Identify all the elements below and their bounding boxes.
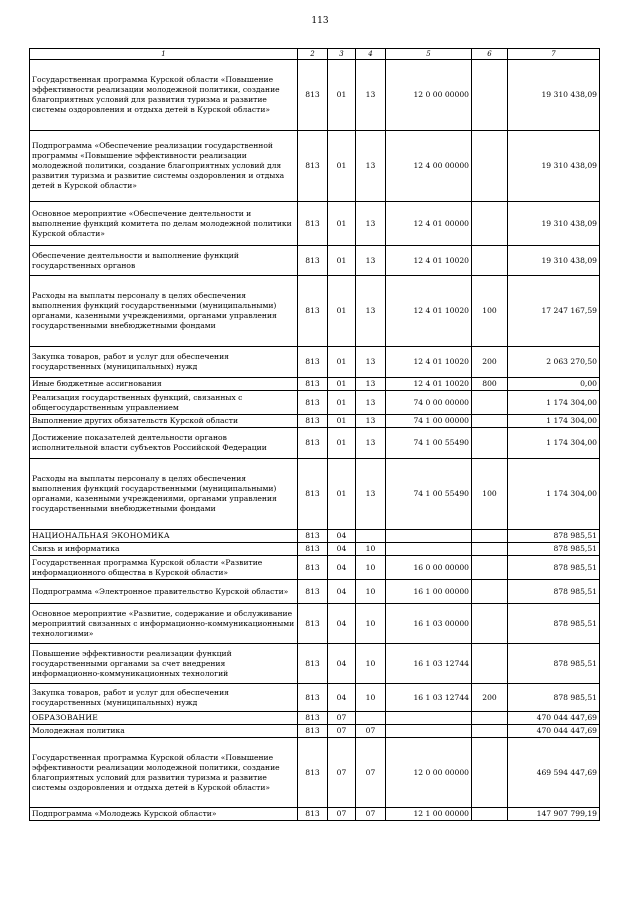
code-subsection-cell: 07: [356, 738, 386, 808]
code-ministry-cell: 813: [298, 644, 328, 684]
amount-cell: 2 063 270,50: [508, 347, 600, 378]
code-subsection-cell: 10: [356, 684, 386, 712]
row-name-cell: Достижение показателей деятельности органов исполнительной власти субъектов Российской Федерации: [30, 428, 298, 459]
code-ministry-cell: 813: [298, 415, 328, 428]
row-name-cell: Реализация государственных функций, связанных с общегосударственным управлением: [30, 391, 298, 415]
code-target-article-cell: 16 1 03 00000: [386, 604, 472, 644]
amount-cell: 1 174 304,00: [508, 459, 600, 530]
code-section-cell: 01: [328, 391, 356, 415]
table-row: [30, 725, 600, 738]
code-subsection-cell: 13: [356, 459, 386, 530]
code-target-article-cell: 16 1 03 12744: [386, 684, 472, 712]
code-ministry-cell: 813: [298, 378, 328, 391]
code-expense-type-cell: [472, 530, 508, 543]
code-subsection-cell: 13: [356, 276, 386, 347]
table-row: [30, 712, 600, 725]
amount-cell: 878 985,51: [508, 644, 600, 684]
code-section-cell: 01: [328, 378, 356, 391]
code-section-cell: 07: [328, 738, 356, 808]
code-target-article-cell: 12 0 00 00000: [386, 738, 472, 808]
table-row: [30, 131, 600, 202]
amount-cell: 19 310 438,09: [508, 202, 600, 246]
code-subsection-cell: 07: [356, 808, 386, 821]
code-section-cell: 07: [328, 808, 356, 821]
code-target-article-cell: 16 1 00 00000: [386, 580, 472, 604]
row-name-cell: Подпрограмма «Электронное правительство Курской области»: [30, 580, 298, 604]
row-name-cell: Закупка товаров, работ и услуг для обеспечения государственных (муниципальных) нужд: [30, 347, 298, 378]
code-expense-type-cell: [472, 391, 508, 415]
code-section-cell: 04: [328, 580, 356, 604]
row-name-cell: Иные бюджетные ассигнования: [30, 378, 298, 391]
code-ministry-cell: 813: [298, 712, 328, 725]
code-expense-type-cell: [472, 556, 508, 580]
code-subsection-cell: 10: [356, 543, 386, 556]
code-subsection-cell: 13: [356, 246, 386, 276]
code-expense-type-cell: [472, 428, 508, 459]
code-target-article-cell: 74 1 00 55490: [386, 459, 472, 530]
table-row: [30, 459, 600, 530]
code-ministry-cell: 813: [298, 738, 328, 808]
row-name-cell: НАЦИОНАЛЬНАЯ ЭКОНОМИКА: [30, 530, 298, 543]
code-target-article-cell: 12 4 01 10020: [386, 246, 472, 276]
column-header: 1: [30, 49, 298, 60]
amount-cell: 878 985,51: [508, 684, 600, 712]
code-target-article-cell: 74 1 00 55490: [386, 428, 472, 459]
amount-cell: 470 044 447,69: [508, 725, 600, 738]
code-target-article-cell: 12 4 01 10020: [386, 347, 472, 378]
code-subsection-cell: 13: [356, 131, 386, 202]
table-row: [30, 347, 600, 378]
code-subsection-cell: 10: [356, 644, 386, 684]
code-section-cell: 07: [328, 712, 356, 725]
code-expense-type-cell: 200: [472, 347, 508, 378]
code-expense-type-cell: [472, 60, 508, 131]
table-row: [30, 428, 600, 459]
code-subsection-cell: 10: [356, 604, 386, 644]
table-row: [30, 530, 600, 543]
table-row: [30, 202, 600, 246]
column-header: 6: [472, 49, 508, 60]
code-section-cell: 01: [328, 276, 356, 347]
code-target-article-cell: 74 1 00 00000: [386, 415, 472, 428]
code-subsection-cell: 13: [356, 202, 386, 246]
row-name-cell: Основное мероприятие «Обеспечение деятельности и выполнение функций комитета по делам молодежной политики Курской области»: [30, 202, 298, 246]
table-row: [30, 684, 600, 712]
code-ministry-cell: 813: [298, 276, 328, 347]
table-row: [30, 246, 600, 276]
code-subsection-cell: [356, 712, 386, 725]
code-subsection-cell: 13: [356, 415, 386, 428]
code-section-cell: 04: [328, 543, 356, 556]
code-ministry-cell: 813: [298, 202, 328, 246]
code-section-cell: 01: [328, 60, 356, 131]
code-expense-type-cell: [472, 415, 508, 428]
code-subsection-cell: 13: [356, 391, 386, 415]
amount-cell: 0,00: [508, 378, 600, 391]
amount-cell: 19 310 438,09: [508, 60, 600, 131]
row-name-cell: Подпрограмма «Молодежь Курской области»: [30, 808, 298, 821]
code-target-article-cell: 12 4 00 00000: [386, 131, 472, 202]
row-name-cell: Выполнение других обязательств Курской области: [30, 415, 298, 428]
column-header: 5: [386, 49, 472, 60]
table-row: [30, 378, 600, 391]
code-ministry-cell: 813: [298, 246, 328, 276]
code-subsection-cell: 13: [356, 428, 386, 459]
code-expense-type-cell: [472, 131, 508, 202]
column-header: 2: [298, 49, 328, 60]
table-row: [30, 604, 600, 644]
code-expense-type-cell: 100: [472, 459, 508, 530]
code-expense-type-cell: [472, 543, 508, 556]
amount-cell: 878 985,51: [508, 530, 600, 543]
code-ministry-cell: 813: [298, 428, 328, 459]
amount-cell: 1 174 304,00: [508, 415, 600, 428]
code-expense-type-cell: 800: [472, 378, 508, 391]
row-name-cell: Государственная программа Курской области «Повышение эффективности реализации молодежной политики, создание благоприятных условий для развития туризма и развитие системы оздоровления и отдыха детей в Курской области»: [30, 60, 298, 131]
amount-cell: 878 985,51: [508, 580, 600, 604]
column-header: 3: [328, 49, 356, 60]
amount-cell: 878 985,51: [508, 556, 600, 580]
code-ministry-cell: 813: [298, 543, 328, 556]
code-target-article-cell: [386, 543, 472, 556]
code-section-cell: 07: [328, 725, 356, 738]
code-section-cell: 01: [328, 131, 356, 202]
amount-cell: 469 594 447,69: [508, 738, 600, 808]
code-target-article-cell: 12 4 01 10020: [386, 378, 472, 391]
code-section-cell: 04: [328, 556, 356, 580]
code-expense-type-cell: [472, 604, 508, 644]
table-row: [30, 808, 600, 821]
code-target-article-cell: 16 1 03 12744: [386, 644, 472, 684]
amount-cell: 878 985,51: [508, 604, 600, 644]
code-expense-type-cell: [472, 202, 508, 246]
table-row: [30, 580, 600, 604]
row-name-cell: Основное мероприятие «Развитие, содержание и обслуживание мероприятий связанных с информационно-коммуникационными технологиями»: [30, 604, 298, 644]
code-section-cell: 04: [328, 644, 356, 684]
code-subsection-cell: 13: [356, 60, 386, 131]
code-target-article-cell: 16 0 00 00000: [386, 556, 472, 580]
code-section-cell: 01: [328, 246, 356, 276]
code-subsection-cell: 13: [356, 378, 386, 391]
code-ministry-cell: 813: [298, 808, 328, 821]
code-ministry-cell: 813: [298, 391, 328, 415]
row-name-cell: Молодежная политика: [30, 725, 298, 738]
code-expense-type-cell: [472, 808, 508, 821]
code-target-article-cell: 12 1 00 00000: [386, 808, 472, 821]
table-row: [30, 556, 600, 580]
code-subsection-cell: 10: [356, 580, 386, 604]
code-subsection-cell: 07: [356, 725, 386, 738]
amount-cell: 470 044 447,69: [508, 712, 600, 725]
code-expense-type-cell: 200: [472, 684, 508, 712]
row-name-cell: Обеспечение деятельности и выполнение функций государственных органов: [30, 246, 298, 276]
code-section-cell: 01: [328, 459, 356, 530]
code-ministry-cell: 813: [298, 347, 328, 378]
code-section-cell: 01: [328, 415, 356, 428]
row-name-cell: Расходы на выплаты персоналу в целях обеспечения выполнения функций государственными (муниципальными) органами, казенными учреждениями, органами управления государственными внебюджетными фондами: [30, 276, 298, 347]
code-section-cell: 04: [328, 684, 356, 712]
code-subsection-cell: 13: [356, 347, 386, 378]
row-name-cell: Подпрограмма «Обеспечение реализации государственной программы «Повышение эффективности реализации молодежной политики, создание благоприятных условий для развития туризма и развитие системы оздоровления и отдыха детей в Курской области»: [30, 131, 298, 202]
amount-cell: 147 907 799,19: [508, 808, 600, 821]
amount-cell: 1 174 304,00: [508, 391, 600, 415]
code-ministry-cell: 813: [298, 530, 328, 543]
amount-cell: 19 310 438,09: [508, 131, 600, 202]
code-ministry-cell: 813: [298, 60, 328, 131]
budget-table: [29, 48, 600, 821]
code-expense-type-cell: [472, 246, 508, 276]
table-row: [30, 738, 600, 808]
code-section-cell: 01: [328, 428, 356, 459]
table-row: [30, 415, 600, 428]
code-expense-type-cell: [472, 725, 508, 738]
code-section-cell: 01: [328, 202, 356, 246]
amount-cell: 17 247 167,59: [508, 276, 600, 347]
code-expense-type-cell: [472, 712, 508, 725]
row-name-cell: Государственная программа Курской области «Развитие информационного общества в Курской области»: [30, 556, 298, 580]
code-ministry-cell: 813: [298, 556, 328, 580]
row-name-cell: Расходы на выплаты персоналу в целях обеспечения выполнения функций государственными (муниципальными) органами, казенными учреждениями, органами управления государственными внебюджетными фондами: [30, 459, 298, 530]
table-row: [30, 644, 600, 684]
code-section-cell: 04: [328, 530, 356, 543]
row-name-cell: ОБРАЗОВАНИЕ: [30, 712, 298, 725]
code-expense-type-cell: [472, 644, 508, 684]
code-section-cell: 01: [328, 347, 356, 378]
code-ministry-cell: 813: [298, 131, 328, 202]
code-ministry-cell: 813: [298, 459, 328, 530]
column-header: 4: [356, 49, 386, 60]
code-section-cell: 04: [328, 604, 356, 644]
row-name-cell: Связь и информатика: [30, 543, 298, 556]
code-subsection-cell: [356, 530, 386, 543]
row-name-cell: Государственная программа Курской области «Повышение эффективности реализации молодежной политики, создание благоприятных условий для развития туризма и развитие системы оздоровления и отдыха детей в Курской области»: [30, 738, 298, 808]
code-expense-type-cell: [472, 580, 508, 604]
code-ministry-cell: 813: [298, 604, 328, 644]
row-name-cell: Повышение эффективности реализации функций государственными органами за счет внедрения информационно-коммуникационных технологий: [30, 644, 298, 684]
code-ministry-cell: 813: [298, 725, 328, 738]
amount-cell: 878 985,51: [508, 543, 600, 556]
table-header-row: [30, 49, 600, 60]
table-row: [30, 60, 600, 131]
code-target-article-cell: 12 0 00 00000: [386, 60, 472, 131]
code-target-article-cell: [386, 530, 472, 543]
code-ministry-cell: 813: [298, 580, 328, 604]
column-header: 7: [508, 49, 600, 60]
code-subsection-cell: 10: [356, 556, 386, 580]
table-row: [30, 543, 600, 556]
code-target-article-cell: [386, 725, 472, 738]
table-row: [30, 276, 600, 347]
row-name-cell: Закупка товаров, работ и услуг для обеспечения государственных (муниципальных) нужд: [30, 684, 298, 712]
code-expense-type-cell: [472, 738, 508, 808]
amount-cell: 1 174 304,00: [508, 428, 600, 459]
page-number: 113: [311, 16, 329, 26]
table-row: [30, 391, 600, 415]
amount-cell: 19 310 438,09: [508, 246, 600, 276]
code-expense-type-cell: 100: [472, 276, 508, 347]
code-target-article-cell: [386, 712, 472, 725]
code-target-article-cell: 74 0 00 00000: [386, 391, 472, 415]
code-target-article-cell: 12 4 01 10020: [386, 276, 472, 347]
code-ministry-cell: 813: [298, 684, 328, 712]
code-target-article-cell: 12 4 01 00000: [386, 202, 472, 246]
